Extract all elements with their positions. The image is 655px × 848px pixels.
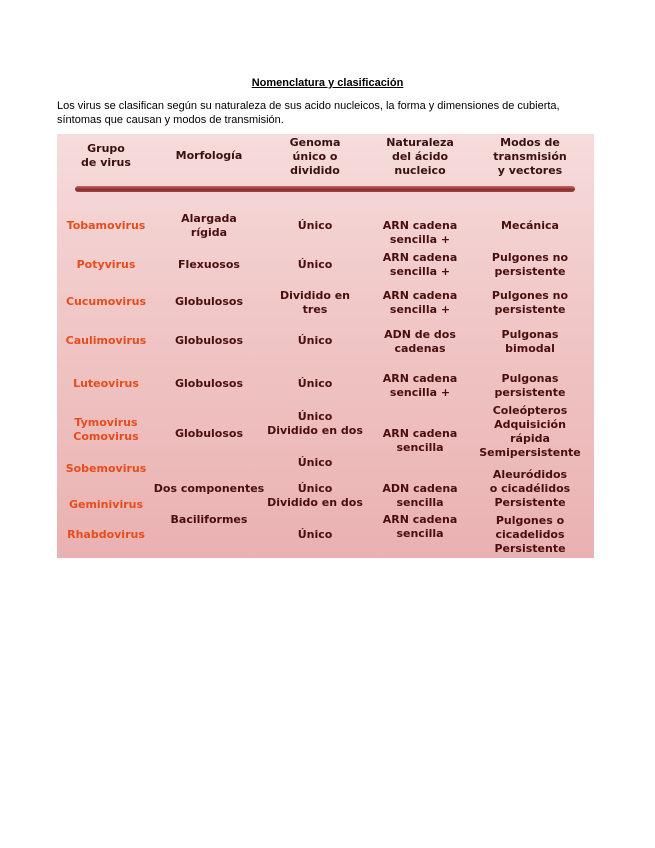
header-grupo-line: Grupo: [87, 142, 125, 155]
genome: Único: [297, 334, 333, 347]
cell-line: Dividido en: [279, 289, 351, 302]
virus-classification-table: [57, 134, 594, 558]
cell-line: ARN cadena: [382, 427, 458, 440]
transmission: [475, 372, 585, 400]
morphology: Globulosos: [174, 295, 244, 308]
virus-name: Caulimovirus: [65, 334, 147, 347]
cell-line: sencilla +: [389, 265, 451, 278]
intro-paragraph: [57, 99, 617, 127]
header-naturaleza-line: del ácido: [391, 150, 449, 163]
header-genoma-line: Genoma: [289, 136, 341, 149]
cell-line: rápida: [510, 432, 550, 445]
transmission: Mecánica: [501, 219, 559, 232]
cell-line: sencilla: [396, 441, 444, 454]
genome: Único: [297, 456, 333, 469]
cell-line: Pulgonas: [501, 328, 559, 341]
virus-name: Potyvirus: [76, 258, 136, 271]
cell-line: Aleuródidos: [492, 468, 568, 481]
cell-line: persistente: [494, 265, 566, 278]
virus-name: Geminivirus: [68, 498, 144, 511]
nucleic-acid: [367, 289, 473, 317]
nucleic-acid: [367, 513, 473, 541]
cell-line: ARN cadena: [382, 513, 458, 526]
morphology: Baciliformes: [170, 513, 248, 526]
cell-line: Alargada: [181, 212, 237, 225]
cell-line: ARN cadena: [382, 219, 458, 232]
cell-line: Semipersistente: [479, 446, 581, 459]
virus-name: Tobamovirus: [66, 219, 146, 232]
cell-line: Único: [297, 410, 333, 423]
cell-line: Adquisición: [494, 418, 566, 431]
cell-line: ARN cadena: [382, 372, 458, 385]
cell-line: o cicadélidos: [489, 482, 571, 495]
cell-line: Comovirus: [73, 430, 139, 443]
transmission: [475, 251, 585, 279]
header-divider: [75, 186, 575, 192]
header-grupo: [57, 142, 155, 170]
intro-line-1: Los virus se clasifican según su naturaleza de sus acido nucleicos, la forma y dimensiones de cubierta,: [57, 100, 560, 112]
header-modos-line: y vectores: [497, 164, 563, 177]
transmission: [475, 328, 585, 356]
genome: [262, 289, 368, 317]
cell-line: sencilla +: [389, 386, 451, 399]
nucleic-acid: [367, 328, 473, 356]
cell-line: Pulgones no: [491, 251, 569, 264]
header-genoma-line: dividido: [290, 164, 340, 177]
transmission: [475, 289, 585, 317]
virus-name: Cucumovirus: [65, 295, 147, 308]
genome: Único: [297, 219, 333, 232]
transmission: [475, 514, 585, 556]
cell-line: Pulgonas: [501, 372, 559, 385]
nucleic-acid: [367, 372, 473, 400]
header-grupo-line: de virus: [81, 156, 131, 169]
genome: [262, 410, 368, 438]
cell-line: Dividido en dos: [267, 424, 363, 437]
cell-line: bimodal: [505, 342, 555, 355]
transmission: [475, 404, 585, 460]
nucleic-acid: [367, 251, 473, 279]
genome: Único: [297, 258, 333, 271]
header-modos-line: transmisión: [493, 150, 567, 163]
cell-line: Persistente: [494, 496, 566, 509]
genome: Único: [297, 528, 333, 541]
cell-line: cicadelidos: [495, 528, 565, 541]
header-naturaleza-line: nucleico: [394, 164, 446, 177]
morphology: Globulosos: [174, 334, 244, 347]
virus-name: [57, 416, 155, 444]
morphology: [153, 212, 265, 240]
genome: Único: [297, 377, 333, 390]
genome: [262, 482, 368, 510]
virus-name: Luteovirus: [73, 377, 139, 390]
header-modos-line: Modos de: [500, 136, 560, 149]
cell-line: persistente: [494, 303, 566, 316]
header-morfologia-line: Morfología: [175, 149, 243, 162]
header-naturaleza-line: Naturaleza: [386, 136, 454, 149]
cell-line: Pulgones o: [495, 514, 565, 527]
cell-line: Dividido en dos: [267, 496, 363, 509]
cell-line: sencilla +: [389, 233, 451, 246]
cell-line: rígida: [190, 226, 228, 239]
cell-line: ARN cadena: [382, 251, 458, 264]
nucleic-acid: [367, 219, 473, 247]
nucleic-acid: [367, 427, 473, 455]
intro-line-2: síntomas que causan y modos de transmisión.: [57, 114, 284, 126]
transmission: [475, 468, 585, 510]
cell-line: sencilla: [396, 527, 444, 540]
cell-line: cadenas: [394, 342, 446, 355]
cell-line: persistente: [494, 386, 566, 399]
morphology: Flexuosos: [178, 258, 240, 271]
morphology: Globulosos: [174, 427, 244, 440]
cell-line: sencilla +: [389, 303, 451, 316]
cell-line: Pulgones no: [491, 289, 569, 302]
cell-line: ADN de dos: [384, 328, 456, 341]
virus-name: Rhabdovirus: [67, 528, 145, 541]
cell-line: tres: [302, 303, 328, 316]
header-genoma: [262, 136, 368, 178]
cell-line: sencilla: [396, 496, 444, 509]
virus-name: Sobemovirus: [65, 462, 147, 475]
morphology: Globulosos: [174, 377, 244, 390]
cell-line: ARN cadena: [382, 289, 458, 302]
morphology: Dos componentes: [153, 482, 265, 495]
cell-line: Tymovirus: [74, 416, 138, 429]
header-modos: [475, 136, 585, 178]
nucleic-acid: [367, 482, 473, 510]
header-morfologia: [153, 149, 265, 163]
cell-line: Coleópteros: [492, 404, 568, 417]
header-naturaleza: [367, 136, 473, 178]
cell-line: Persistente: [494, 542, 566, 555]
cell-line: Único: [297, 482, 333, 495]
header-genoma-line: único o: [292, 150, 338, 163]
page-title: Nomenclatura y clasificación: [251, 77, 404, 89]
cell-line: ADN cadena: [382, 482, 458, 495]
